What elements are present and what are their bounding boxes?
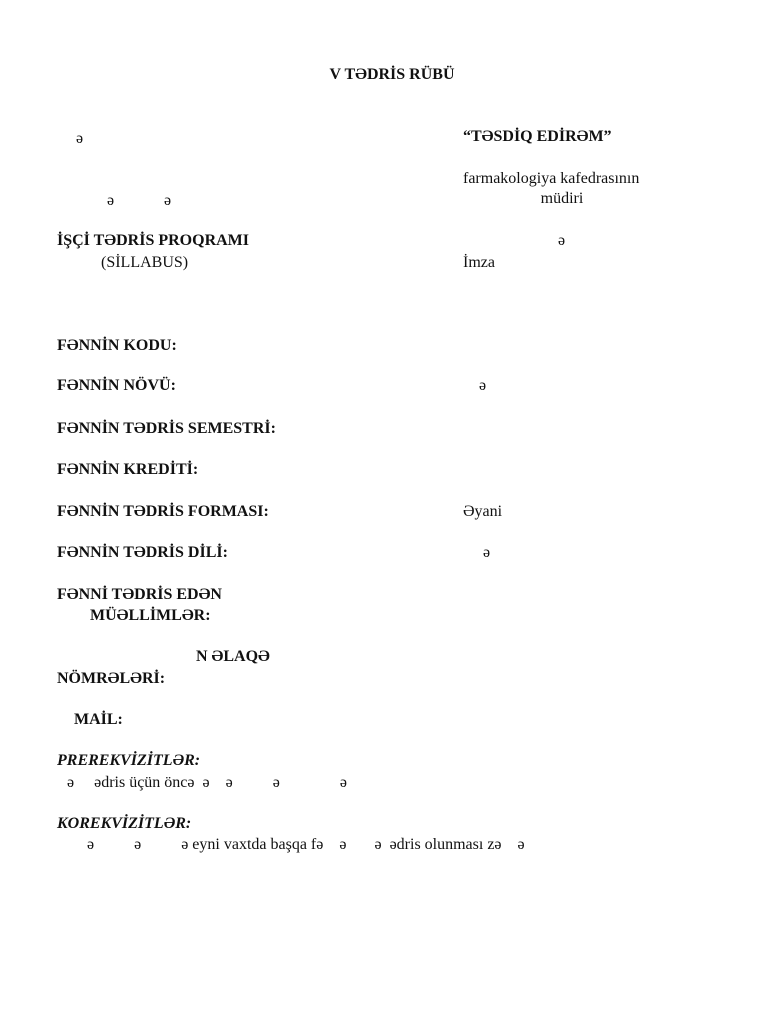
approval-department: farmakologiya kafedrasının	[463, 170, 640, 187]
course-type-value: ə	[479, 377, 487, 394]
contact-label-continued: NÖMRƏLƏRİ:	[57, 670, 166, 687]
document-title: V TƏDRİS RÜBÜ	[329, 66, 455, 83]
course-credit-label: FƏNNİN KREDİTİ:	[57, 461, 199, 478]
corequisites-heading: KOREKVİZİTLƏR:	[57, 815, 192, 832]
approval-title: “TƏSDİQ EDİRƏM”	[463, 128, 612, 145]
program-title: İŞÇİ TƏDRİS PROQRAMI	[57, 232, 249, 249]
prerequisites-text: ə ədris üçün öncə ə ə ə ə	[67, 774, 347, 791]
course-type-label: FƏNNİN NÖVÜ:	[57, 377, 176, 394]
prerequisites-heading: PREREKVİZİTLƏR:	[57, 752, 201, 769]
course-semester-label: FƏNNİN TƏDRİS SEMESTRİ:	[57, 420, 276, 437]
course-code-label: FƏNNİN KODU:	[57, 337, 177, 354]
text-fragment: ə	[107, 192, 115, 209]
teachers-label: FƏNNİ TƏDRİS EDƏN	[57, 586, 222, 603]
course-form-label: FƏNNİN TƏDRİS FORMASI:	[57, 503, 269, 520]
text-fragment: ə	[76, 130, 84, 147]
course-form-value: Əyani	[463, 503, 503, 520]
teachers-label-continued: MÜƏLLİMLƏR:	[90, 607, 211, 624]
text-fragment: ə	[164, 192, 172, 209]
approval-position: müdiri	[540, 190, 584, 207]
contact-label: N ƏLAQƏ	[196, 648, 270, 665]
signature-label: İmza	[463, 254, 495, 271]
mail-label: MAİL:	[74, 711, 123, 728]
course-language-label: FƏNNİN TƏDRİS DİLİ:	[57, 544, 228, 561]
program-subtitle: (SİLLABUS)	[101, 254, 189, 271]
text-fragment: ə	[558, 232, 566, 249]
course-language-value: ə	[483, 544, 491, 561]
corequisites-text: ə ə ə eyni vaxtda başqa fə ə ə ədris olunması zə ə	[87, 836, 525, 853]
